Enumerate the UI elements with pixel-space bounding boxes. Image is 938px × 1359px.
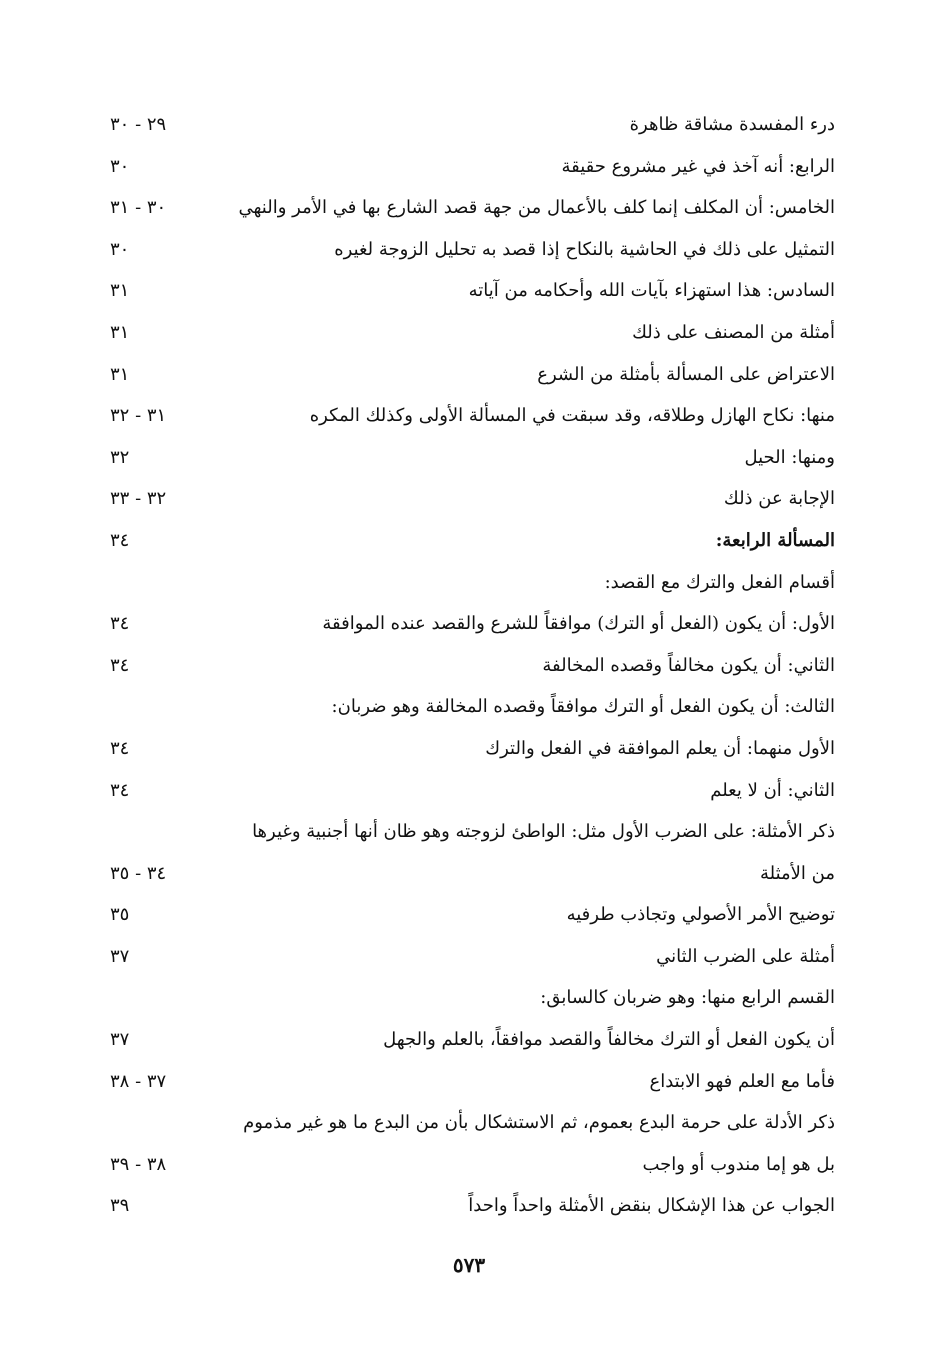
index-entry xyxy=(110,770,835,812)
entry-title: ومنها: الحيل xyxy=(744,446,835,468)
index-entry xyxy=(110,104,835,146)
index-list xyxy=(110,104,835,1227)
entry-pages: ٣٤ - ٣٥ xyxy=(110,862,167,884)
index-entry xyxy=(110,977,835,1019)
entry-title: من الأمثلة xyxy=(759,862,835,884)
entry-title: الرابع: أنه آخذ في غير مشروع حقيقة xyxy=(561,155,835,177)
index-entry xyxy=(110,603,835,645)
entry-title: الأول: أن يكون (الفعل أو الترك) موافقاً للشرع والقصد عنده الموافقة xyxy=(322,613,835,635)
entry-pages: ٣٤ xyxy=(110,737,130,759)
index-entry xyxy=(110,1019,835,1061)
index-entry xyxy=(110,1061,835,1103)
index-entry xyxy=(110,686,835,728)
index-entry xyxy=(110,229,835,271)
index-entry xyxy=(110,728,835,770)
entry-pages: ٣٨ - ٣٩ xyxy=(110,1153,167,1175)
entry-pages: ٣٢ xyxy=(110,446,130,468)
index-entry xyxy=(110,146,835,188)
entry-pages: ٣٤ xyxy=(110,779,130,801)
entry-title: ذكر الأمثلة: على الضرب الأول مثل: الواطئ لزوجته وهو ظان أنها أجنبية وغيرها xyxy=(252,821,835,843)
index-entry xyxy=(110,645,835,687)
entry-title: الخامس: أن المكلف إنما كلف بالأعمال من جهة قصد الشارع بها في الأمر والنهي xyxy=(238,197,835,219)
entry-title: فأما مع العلم فهو الابتداع xyxy=(649,1070,835,1092)
entry-title: المسألة الرابعة: xyxy=(715,529,835,551)
entry-title: الثاني: أن يكون مخالفاً وقصده المخالفة xyxy=(542,654,835,676)
entry-title: توضيح الأمر الأصولي وتجاذب طرفيه xyxy=(566,904,835,926)
entry-pages: ٣٤ xyxy=(110,654,130,676)
entry-pages: ٣٤ xyxy=(110,613,130,635)
entry-title: الأول منهما: أن يعلم الموافقة في الفعل والترك xyxy=(485,737,835,759)
entry-pages: ٣٧ xyxy=(110,945,130,967)
entry-title: التمثيل على ذلك في الحاشية بالنكاح إذا قصد به تحليل الزوجة لغيره xyxy=(334,238,835,260)
entry-title: ذكر الأدلة على حرمة البدع بعموم، ثم الاستشكال بأن من البدع ما هو غير مذموم xyxy=(243,1112,835,1134)
entry-title: الإجابة عن ذلك xyxy=(723,488,835,510)
index-entry xyxy=(110,1102,835,1144)
index-entry xyxy=(110,312,835,354)
entry-pages: ٣٧ - ٣٨ xyxy=(110,1070,167,1092)
entry-title: أمثلة على الضرب الثاني xyxy=(656,945,835,967)
index-entry xyxy=(110,853,835,895)
entry-pages: ٣٠ - ٣١ xyxy=(110,197,167,219)
index-entry xyxy=(110,811,835,853)
entry-pages: ٣٧ xyxy=(110,1029,130,1051)
entry-title: منها: نكاح الهازل وطلاقه، وقد سبقت في المسألة الأولى وكذلك المكره xyxy=(309,405,835,427)
entry-title: الجواب عن هذا الإشكال بنقض الأمثلة واحداً واحداً xyxy=(468,1195,835,1217)
entry-pages: ٣٩ xyxy=(110,1195,130,1217)
page-number: ٥٧٣ xyxy=(452,1253,486,1277)
entry-pages: ٣٠ xyxy=(110,238,130,260)
index-entry xyxy=(110,562,835,604)
entry-pages: ٣١ xyxy=(110,280,130,302)
entry-pages: ٢٩ - ٣٠ xyxy=(110,114,167,135)
entry-pages: ٣١ xyxy=(110,363,130,385)
index-entry xyxy=(110,1144,835,1186)
index-entry xyxy=(110,395,835,437)
index-entry xyxy=(110,270,835,312)
index-entry xyxy=(110,1185,835,1227)
entry-title: بل هو إما مندوب أو واجب xyxy=(642,1153,835,1175)
entry-title: درء المفسدة مشاقة ظاهرة xyxy=(629,114,835,135)
entry-title: الثالث: أن يكون الفعل أو الترك موافقاً وقصده المخالفة وهو ضربان: xyxy=(331,696,835,718)
entry-title: أمثلة من المصنف على ذلك xyxy=(632,321,835,343)
entry-pages: ٣٢ - ٣٣ xyxy=(110,488,167,510)
entry-title: الاعتراض على المسألة بأمثلة من الشرع xyxy=(537,363,835,385)
entry-title: أن يكون الفعل أو الترك مخالفاً والقصد موافقاً، بالعلم والجهل xyxy=(383,1029,835,1051)
entry-title: أقسام الفعل والترك مع القصد: xyxy=(604,571,835,593)
entry-pages: ٣٤ xyxy=(110,529,130,551)
index-entry xyxy=(110,354,835,396)
entry-title: السادس: هذا استهزاء بآيات الله وأحكامه من آياته xyxy=(468,280,835,302)
entry-title: الثاني: أن لا يعلم xyxy=(710,779,835,801)
index-entry xyxy=(110,894,835,936)
entry-pages: ٣١ xyxy=(110,321,130,343)
entry-pages: ٣١ - ٣٢ xyxy=(110,405,167,427)
entry-pages: ٣٠ xyxy=(110,155,130,177)
index-entry xyxy=(110,936,835,978)
index-entry xyxy=(110,520,835,562)
entry-title: القسم الرابع منها: وهو ضربان كالسابق: xyxy=(540,987,835,1009)
index-entry xyxy=(110,437,835,479)
index-entry xyxy=(110,478,835,520)
index-entry xyxy=(110,187,835,229)
entry-pages: ٣٥ xyxy=(110,904,130,926)
